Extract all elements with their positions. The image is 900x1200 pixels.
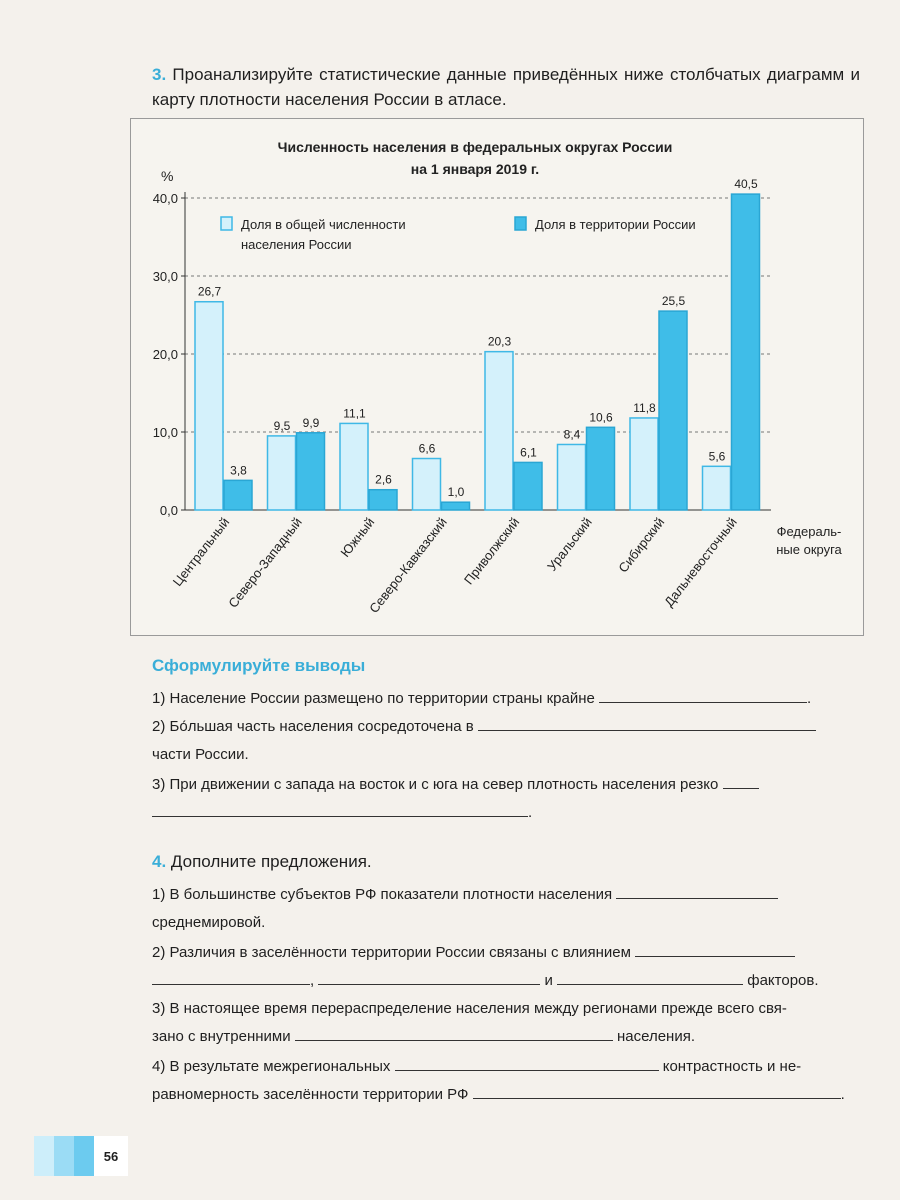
bar-territory-share bbox=[442, 502, 470, 510]
conclusion-2-text: 2) Бо́льшая часть населения сосредоточена в bbox=[152, 718, 474, 735]
bar-population-share bbox=[340, 423, 368, 510]
x-category-label: Центральный bbox=[169, 514, 233, 589]
task-3-number: 3. bbox=[152, 65, 167, 84]
conclusion-3-blank-a[interactable] bbox=[723, 774, 759, 789]
task-4-item-1-cont bbox=[152, 912, 860, 934]
conclusion-3-blank-b[interactable] bbox=[152, 802, 528, 817]
y-tick-label: 30,0 bbox=[152, 269, 178, 284]
task-4-item-2-blank-d[interactable] bbox=[557, 970, 743, 985]
y-axis-label: % bbox=[161, 168, 174, 184]
x-category-label: Северо-Кавказский bbox=[366, 514, 450, 616]
task-4-item-4-end: контрастность и не- bbox=[662, 1058, 802, 1075]
bar-value-label: 8,4 bbox=[563, 427, 581, 442]
bar-value-label: 40,5 bbox=[734, 177, 758, 192]
conclusion-3-text: 3) При движении с запада на восток и с юга на север плотность населения резко bbox=[152, 776, 719, 793]
task-4-item-3-text: 3) В настоящее время перераспределение населения между регионами прежде всего свя- bbox=[152, 1000, 787, 1017]
legend-swatch-territory bbox=[515, 217, 526, 230]
y-tick-label: 10,0 bbox=[152, 425, 178, 440]
x-category-label: Южный bbox=[337, 514, 378, 560]
x-category-label: Сибирский bbox=[615, 514, 668, 576]
bar-territory-share bbox=[224, 480, 252, 510]
task-4-item-3-blank[interactable] bbox=[295, 1026, 613, 1041]
bar-value-label: 20,3 bbox=[487, 334, 512, 349]
task-4-item-2-and: и bbox=[544, 972, 553, 989]
bar-territory-share bbox=[732, 194, 760, 510]
legend-label: Доля в территории России bbox=[535, 217, 696, 232]
task-4-item-2-text: 2) Различия в заселённости территории России связаны с влиянием bbox=[152, 944, 631, 961]
bar-territory-share bbox=[587, 427, 615, 510]
bar-value-label: 2,6 bbox=[375, 472, 392, 487]
legend-label: населения России bbox=[241, 237, 352, 252]
bar-value-label: 25,5 bbox=[661, 294, 686, 309]
bar-population-share bbox=[268, 436, 296, 510]
task-4-item-3-cont bbox=[152, 1026, 860, 1048]
task-4-item-2-cont bbox=[152, 970, 860, 992]
chart-title: Численность населения в федеральных округах России bbox=[277, 139, 673, 155]
task-4-number: 4. bbox=[152, 852, 167, 871]
bar-value-label: 6,1 bbox=[520, 445, 537, 460]
bar-value-label: 10,6 bbox=[589, 410, 613, 425]
x-axis-title: ные округа bbox=[776, 542, 842, 557]
task-4-item-1 bbox=[152, 884, 860, 906]
task-4-item-1-text: 1) В большинстве субъектов РФ показатели плотности населения bbox=[152, 886, 613, 903]
task-4-item-4-blank-a[interactable] bbox=[395, 1056, 659, 1071]
bar-territory-share bbox=[369, 490, 397, 510]
task-4-item-3-start: зано с внутренними bbox=[152, 1028, 291, 1045]
bar-value-label: 26,7 bbox=[197, 284, 222, 299]
conclusion-1-blank[interactable] bbox=[599, 688, 807, 703]
bar-value-label: 5,6 bbox=[708, 449, 726, 464]
task-4-title: Дополните предложения. bbox=[170, 852, 372, 871]
task-4-item-2-comma: , bbox=[310, 972, 315, 989]
task-4-item-3 bbox=[152, 998, 860, 1020]
conclusion-2 bbox=[152, 716, 860, 738]
legend-label: Доля в общей численности bbox=[241, 217, 406, 232]
task-4-item-2 bbox=[152, 942, 860, 964]
task-4-item-2-blank-b[interactable] bbox=[152, 970, 310, 985]
task-4-item-4-start: 4) В результате межрегиональных bbox=[152, 1058, 391, 1075]
bar-value-label: 11,8 bbox=[633, 400, 656, 415]
conclusion-3 bbox=[152, 774, 860, 796]
conclusion-2-blank[interactable] bbox=[478, 716, 816, 731]
conclusion-1-text: 1) Население России размещено по территории страны крайне bbox=[152, 690, 595, 707]
bar-value-label: 1,0 bbox=[447, 485, 465, 500]
y-tick-label: 40,0 bbox=[152, 191, 178, 206]
task-4-item-1-end: среднемировой. bbox=[152, 914, 266, 931]
population-chart bbox=[130, 118, 864, 636]
conclusion-2-end: части России. bbox=[152, 746, 249, 763]
bar-population-share bbox=[195, 302, 223, 510]
bar-value-label: 11,1 bbox=[343, 406, 366, 421]
chart-subtitle: на 1 января 2019 г. bbox=[410, 161, 540, 177]
bar-population-share bbox=[558, 444, 586, 510]
bar-territory-share bbox=[514, 462, 542, 510]
conclusion-1: 1) Население России размещено по территории страны крайне . bbox=[152, 690, 812, 707]
x-axis-title: Федераль- bbox=[776, 524, 842, 539]
bar-value-label: 6,6 bbox=[418, 441, 436, 456]
task-4-item-4-text: равномерность заселённости территории РФ bbox=[152, 1086, 469, 1103]
task-4-item-1-blank[interactable] bbox=[616, 884, 778, 899]
task-3-text: Проанализируйте статистические данные приведённых ниже столбчатых диаграмм и карту плотности населения России в атласе. bbox=[152, 65, 860, 109]
conclusions-heading: Сформулируйте выводы bbox=[152, 656, 366, 675]
bar-population-share bbox=[703, 466, 731, 510]
task-4-item-3-end: населения. bbox=[616, 1028, 696, 1045]
y-tick-label: 20,0 bbox=[152, 347, 178, 362]
task-4-item-2-end: факторов. bbox=[747, 972, 819, 989]
conclusion-3-cont: . bbox=[152, 802, 860, 824]
conclusion-2-cont bbox=[152, 744, 860, 766]
x-category-label: Уральский bbox=[544, 514, 595, 574]
task-4-item-4 bbox=[152, 1056, 860, 1078]
task-3-instruction bbox=[152, 62, 860, 112]
bar-population-share bbox=[630, 418, 658, 510]
legend-swatch-population bbox=[221, 217, 232, 230]
x-category-label: Дальневосточный bbox=[661, 514, 740, 610]
bar-value-label: 9,9 bbox=[302, 415, 320, 430]
task-4-heading bbox=[152, 852, 372, 872]
bar-value-label: 9,5 bbox=[273, 418, 291, 433]
page-number: 56 bbox=[94, 1136, 128, 1176]
bar-territory-share bbox=[659, 311, 687, 510]
bar-territory-share bbox=[297, 433, 325, 510]
chart-svg bbox=[131, 119, 863, 635]
task-4-item-4-blank-b[interactable] bbox=[473, 1084, 841, 1099]
task-4-item-4-cont: равномерность заселённости территории РФ . bbox=[152, 1086, 845, 1103]
x-category-label: Северо-Западный bbox=[225, 514, 305, 611]
y-tick-label: 0,0 bbox=[159, 503, 178, 518]
bar-population-share bbox=[485, 352, 513, 510]
page-color-tab bbox=[34, 1136, 94, 1176]
x-category-label: Приволжский bbox=[460, 514, 523, 588]
task-4-item-2-blank-c[interactable] bbox=[318, 970, 540, 985]
bar-population-share bbox=[413, 459, 441, 510]
bar-value-label: 3,8 bbox=[230, 463, 247, 478]
task-4-item-2-blank-a[interactable] bbox=[635, 942, 795, 957]
